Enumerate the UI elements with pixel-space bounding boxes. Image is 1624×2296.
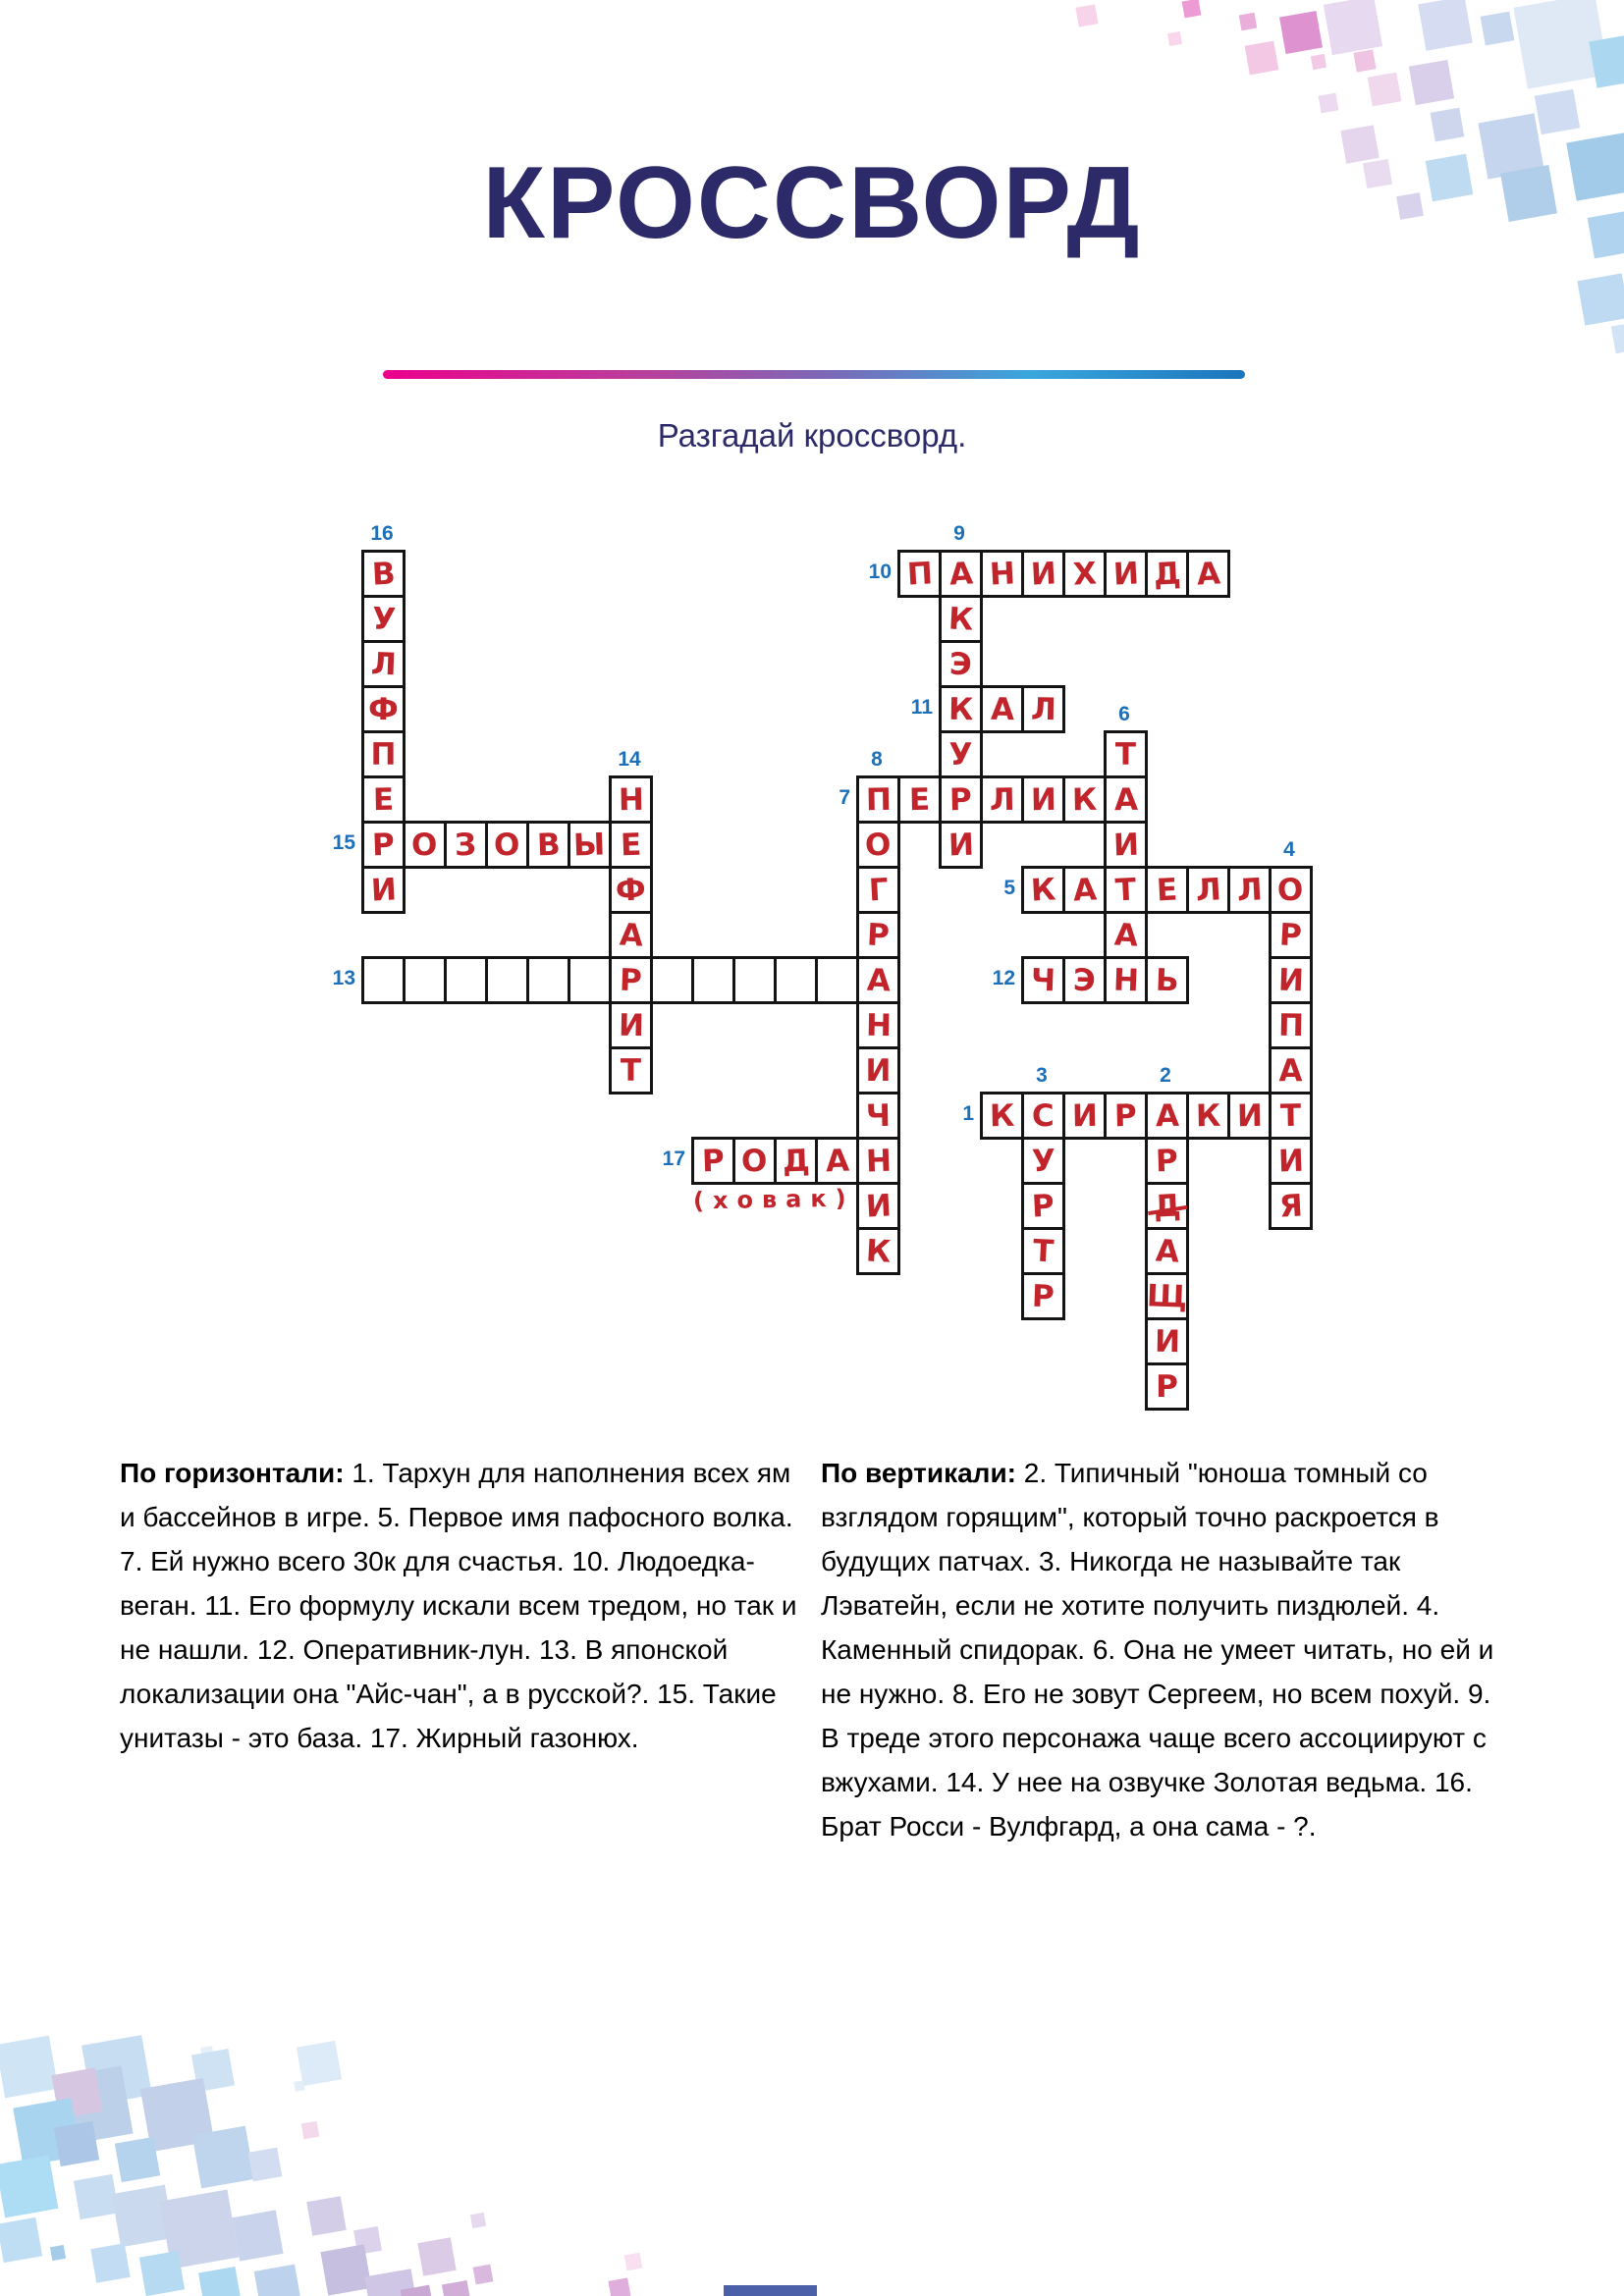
- mosaic-square: [1324, 0, 1382, 55]
- grid-letter: И: [1071, 1097, 1098, 1134]
- grid-cell: [1104, 730, 1148, 778]
- grid-cell: [1104, 1092, 1148, 1140]
- grid-cell: [1145, 1092, 1189, 1140]
- grid-cell: [1104, 866, 1148, 914]
- grid-cell: [980, 685, 1024, 733]
- grid-cell: [1062, 956, 1107, 1004]
- grid-cell: [939, 775, 983, 824]
- mosaic-square: [1319, 93, 1339, 114]
- grid-cell: [691, 1137, 735, 1185]
- grid-letter: Ч: [865, 1097, 892, 1134]
- grid-letter: Р: [1278, 916, 1303, 954]
- grid-letter: А: [1113, 781, 1138, 818]
- mosaic-square: [1500, 165, 1557, 222]
- grid-letter: Ь: [1155, 962, 1179, 998]
- grid-cell: [1269, 956, 1313, 1004]
- mosaic-square: [90, 2243, 131, 2283]
- grid-cell: [650, 956, 694, 1004]
- grid-cell: [856, 775, 900, 824]
- grid-letter: И: [1154, 1323, 1180, 1360]
- grid-cell: [609, 1046, 653, 1095]
- clues-down-text: 2. Типичный "юноша томный со взглядом горящим", который точно раскроется в будущих патчах. 3. Никогда не называйте так Лэватейн, если не хотите получить пиздюлей. 4. Каменный спидорак. 6. Она не умеет читать, но ей и не нужно. 8. Его не зовут Сергеем, но всем похуй. 9. В треде этого персонажа чаще всего ассоциируют с вжухами. 14. У нее на озвучке Золотая ведьма. 16. Брат Росси - Вулфгард, а она сама - ?.: [821, 1458, 1494, 1842]
- mosaic-square: [1481, 12, 1515, 46]
- clue-number-10: 10: [868, 561, 892, 583]
- grid-cell: [1145, 550, 1189, 598]
- grid-letter: Е: [1155, 871, 1179, 909]
- mosaic-square: [624, 2253, 643, 2271]
- grid-letter: К: [947, 691, 974, 727]
- grid-cell: [485, 821, 529, 869]
- grid-cell: [526, 821, 570, 869]
- grid-cell: [444, 821, 488, 869]
- grid-cell: [568, 821, 612, 869]
- grid-letter: И: [1030, 781, 1056, 818]
- grid-cell: [361, 956, 406, 1004]
- grid-cell: [1269, 1092, 1313, 1140]
- grid-letter: К: [989, 1097, 1015, 1134]
- grid-cell: [609, 866, 653, 914]
- grid-letter: П: [905, 555, 934, 593]
- grid-letter: Н: [1111, 962, 1140, 998]
- grid-cell: [815, 956, 859, 1004]
- clue-number-13: 13: [332, 967, 355, 989]
- grid-letter: К: [1029, 871, 1057, 909]
- grid-letter: П: [865, 781, 892, 818]
- grid-letter: Л: [1235, 871, 1264, 909]
- clues-across-text: 1. Тархун для наполнения всех ям и бассейнов в игре. 5. Первое имя пафосного волка. 7. Ей нужно всего 30к для счастья. 10. Людоедка-веган. 11. Его формулу искали всем тредом, но так и не нашли. 12. Оперативник-лун. 13. В японской локализации она "Айс-чан", а в русской?. 15. Такие унитазы - это база. 17. Жирный газонюх.: [120, 1458, 797, 1753]
- grid-letter: Т: [1031, 1232, 1056, 1270]
- grid-letter: Ф: [367, 691, 400, 727]
- mosaic-square: [1418, 0, 1473, 51]
- grid-cell: [1145, 1137, 1189, 1185]
- mosaic-square: [470, 2213, 486, 2228]
- grid-letter: О: [740, 1143, 769, 1179]
- grid-cell: [568, 956, 612, 1004]
- grid-letter: К: [864, 1232, 893, 1270]
- clue-number-16: 16: [370, 522, 394, 545]
- grid-cell: [609, 956, 653, 1004]
- grid-letter: Р: [701, 1143, 726, 1179]
- grid-cell: [1104, 956, 1148, 1004]
- grid-letter: Т: [620, 1052, 642, 1089]
- page-subtitle: Разгадай кроссворд.: [657, 417, 967, 454]
- grid-cell: [856, 1137, 900, 1185]
- grid-letter: Э: [1072, 962, 1097, 998]
- grid-cell: [856, 1092, 900, 1140]
- mosaic-square: [0, 2036, 58, 2099]
- grid-cell: [897, 550, 942, 598]
- mosaic-square: [1363, 159, 1392, 188]
- grid-letter: Я: [1277, 1187, 1304, 1225]
- grid-cell: [1021, 1272, 1065, 1320]
- answer-annotation: (ховак): [692, 1184, 855, 1215]
- grid-letter: К: [1071, 781, 1098, 818]
- clues-across: [120, 1451, 807, 1760]
- grid-letter: И: [369, 871, 398, 909]
- grid-cell: [361, 730, 406, 778]
- grid-letter: О: [493, 827, 521, 863]
- grid-cell: [403, 821, 447, 869]
- grid-letter: С: [1031, 1097, 1056, 1134]
- grid-cell: [691, 956, 735, 1004]
- bottom-edge-accent: [724, 2285, 817, 2296]
- grid-cell: [1062, 866, 1107, 914]
- mosaic-square: [1409, 60, 1454, 105]
- grid-cell: [980, 1092, 1024, 1140]
- grid-cell: [856, 956, 900, 1004]
- grid-letter: Е: [372, 781, 395, 818]
- grid-cell: [1104, 550, 1148, 598]
- grid-cell: [1145, 1362, 1189, 1411]
- clue-number-3: 3: [1036, 1064, 1048, 1087]
- grid-letter: Д: [1152, 1187, 1182, 1225]
- mosaic-square: [54, 2121, 99, 2166]
- grid-cell: [939, 640, 983, 688]
- page-title: КРОССВОРД: [482, 146, 1142, 260]
- grid-letter: И: [1111, 827, 1140, 863]
- grid-letter: Р: [1031, 1187, 1056, 1225]
- grid-letter: Х: [1071, 555, 1098, 593]
- clue-number-6: 6: [1118, 703, 1130, 725]
- grid-letter: Л: [370, 646, 397, 682]
- grid-letter: Г: [867, 872, 890, 908]
- grid-letter: Т: [1113, 871, 1138, 909]
- grid-letter: А: [1195, 555, 1221, 593]
- mosaic-square: [1431, 108, 1465, 142]
- grid-cell: [1021, 685, 1065, 733]
- grid-cell: [609, 911, 653, 959]
- grid-letter: Р: [1113, 1097, 1138, 1134]
- grid-cell: [856, 1182, 900, 1230]
- grid-cell: [444, 956, 488, 1004]
- grid-cell: [980, 775, 1024, 824]
- mosaic-square: [1611, 322, 1624, 353]
- grid-cell: [939, 550, 983, 598]
- grid-letter: Т: [1114, 736, 1137, 773]
- grid-cell: [1021, 775, 1065, 824]
- clue-number-14: 14: [618, 748, 641, 771]
- grid-cell: [1145, 866, 1189, 914]
- mosaic-square: [1589, 33, 1624, 88]
- clue-number-8: 8: [871, 748, 883, 771]
- mosaic-square: [1239, 13, 1258, 31]
- grid-letter: Н: [865, 1007, 892, 1043]
- grid-cell: [939, 685, 983, 733]
- grid-letter: Л: [1030, 691, 1056, 727]
- grid-cell: [1269, 1046, 1313, 1095]
- grid-cell: [1062, 550, 1107, 598]
- grid-cell: [1269, 1182, 1313, 1230]
- mosaic-square: [1396, 192, 1424, 220]
- grid-cell: [815, 1137, 859, 1185]
- grid-letter: Р: [1031, 1278, 1056, 1314]
- mosaic-square: [198, 2267, 242, 2296]
- clues-down-heading: По вертикали:: [821, 1458, 1016, 1488]
- grid-cell: [1186, 550, 1230, 598]
- grid-letter: И: [1276, 962, 1305, 998]
- grid-letter: Д: [1152, 555, 1182, 593]
- clue-number-17: 17: [662, 1148, 685, 1170]
- grid-letter: О: [864, 827, 893, 863]
- mosaic-square: [50, 2245, 66, 2261]
- mosaic-square: [1353, 49, 1376, 72]
- mosaic-square: [0, 2156, 58, 2218]
- grid-letter: Р: [619, 962, 643, 998]
- mosaic-square: [1167, 31, 1182, 46]
- grid-letter: Н: [988, 555, 1016, 593]
- grid-letter: А: [947, 555, 974, 593]
- grid-letter: А: [990, 691, 1014, 727]
- grid-letter: К: [1195, 1097, 1221, 1134]
- grid-letter: И: [618, 1007, 644, 1043]
- grid-cell: [1021, 956, 1065, 1004]
- grid-letter: Щ: [1146, 1277, 1188, 1315]
- grid-cell: [897, 775, 942, 824]
- grid-cell: [856, 821, 900, 869]
- grid-letter: Э: [948, 646, 973, 682]
- grid-cell: [774, 956, 818, 1004]
- grid-letter: И: [1276, 1143, 1305, 1179]
- grid-cell: [361, 550, 406, 598]
- mosaic-square: [248, 2148, 283, 2182]
- grid-cell: [609, 775, 653, 824]
- mosaic-square: [417, 2237, 456, 2275]
- mosaic-square: [301, 2121, 320, 2140]
- mosaic-square: [1279, 11, 1323, 54]
- grid-cell: [361, 640, 406, 688]
- grid-cell: [856, 866, 900, 914]
- grid-cell: [609, 1001, 653, 1049]
- grid-letter: Р: [1155, 1143, 1179, 1179]
- grid-letter: И: [864, 1187, 893, 1225]
- mosaic-square: [442, 2280, 471, 2296]
- grid-letter: И: [1029, 555, 1057, 593]
- grid-letter: Н: [618, 781, 644, 818]
- grid-cell: [1021, 1227, 1065, 1275]
- grid-cell: [1104, 775, 1148, 824]
- clue-number-4: 4: [1283, 838, 1295, 861]
- grid-cell: [939, 821, 983, 869]
- mosaic-square: [0, 2217, 42, 2263]
- grid-cell: [1269, 911, 1313, 959]
- grid-cell: [485, 956, 529, 1004]
- grid-letter: А: [1154, 1232, 1180, 1270]
- grid-cell: [856, 1046, 900, 1095]
- grid-letter: А: [618, 916, 644, 954]
- grid-letter: К: [947, 600, 975, 638]
- grid-cell: [856, 1227, 900, 1275]
- grid-cell: [1145, 956, 1189, 1004]
- grid-cell: [1227, 1092, 1272, 1140]
- gradient-divider: [383, 370, 1245, 379]
- grid-cell: [1062, 1092, 1107, 1140]
- clue-number-5: 5: [1003, 877, 1015, 899]
- grid-letter: Ф: [615, 871, 647, 909]
- mosaic-square: [1245, 41, 1279, 76]
- grid-letter: Е: [908, 781, 931, 818]
- grid-cell: [1145, 1227, 1189, 1275]
- grid-cell: [732, 1137, 777, 1185]
- grid-cell: [732, 956, 777, 1004]
- mosaic-square: [608, 2277, 630, 2296]
- grid-cell: [1021, 550, 1065, 598]
- clue-number-12: 12: [992, 967, 1015, 989]
- grid-cell: [361, 775, 406, 824]
- clue-number-7: 7: [839, 786, 850, 809]
- mosaic-square: [1311, 54, 1326, 70]
- grid-cell: [939, 595, 983, 643]
- grid-letter: В: [536, 827, 561, 863]
- mosaic-square: [115, 2137, 160, 2182]
- mosaic-square: [306, 2196, 347, 2236]
- grid-letter: А: [1112, 916, 1139, 954]
- grid-cell: [1021, 1092, 1065, 1140]
- clue-number-15: 15: [332, 831, 355, 854]
- grid-cell: [526, 956, 570, 1004]
- grid-cell: [1145, 1317, 1189, 1365]
- mosaic-square: [254, 2265, 302, 2296]
- grid-letter: П: [370, 736, 397, 773]
- grid-cell: [856, 911, 900, 959]
- grid-letter: Л: [1194, 871, 1222, 909]
- clue-number-2: 2: [1160, 1064, 1171, 1087]
- clues-across-heading: По горизонтали:: [120, 1458, 345, 1488]
- grid-letter: Т: [1279, 1097, 1302, 1134]
- mosaic-square: [1182, 0, 1202, 18]
- mosaic-square: [320, 2244, 371, 2295]
- grid-letter: П: [1277, 1007, 1304, 1043]
- clue-number-11: 11: [910, 696, 933, 719]
- grid-cell: [1021, 866, 1065, 914]
- grid-cell: [1186, 866, 1230, 914]
- mosaic-square: [1566, 133, 1624, 201]
- grid-letter: И: [1236, 1097, 1263, 1134]
- grid-letter: У: [370, 600, 397, 638]
- grid-cell: [1021, 1137, 1065, 1185]
- grid-letter: О: [410, 827, 439, 863]
- grid-cell: [1186, 1092, 1230, 1140]
- mosaic-square: [1340, 125, 1379, 163]
- clues-down: [821, 1451, 1514, 1848]
- mosaic-square: [1535, 89, 1580, 134]
- grid-letter: О: [1276, 871, 1305, 909]
- grid-letter: Р: [1156, 1368, 1178, 1405]
- mosaic-square: [232, 2210, 283, 2261]
- grid-letter: А: [865, 962, 892, 998]
- grid-letter: В: [370, 555, 397, 593]
- grid-cell: [1269, 1001, 1313, 1049]
- grid-cell: [939, 730, 983, 778]
- grid-cell: [774, 1137, 818, 1185]
- grid-letter: Ч: [1030, 962, 1056, 998]
- grid-letter: З: [454, 827, 478, 863]
- grid-cell: [361, 685, 406, 733]
- grid-letter: Л: [989, 781, 1015, 818]
- grid-letter: Р: [866, 916, 891, 954]
- grid-letter: У: [1030, 1143, 1056, 1179]
- mosaic-square: [1426, 154, 1474, 202]
- grid-letter: Д: [782, 1143, 810, 1179]
- grid-letter: А: [824, 1143, 850, 1179]
- mosaic-square: [1588, 211, 1624, 259]
- grid-cell: [1021, 1182, 1065, 1230]
- grid-cell: [609, 821, 653, 869]
- grid-letter: Ы: [572, 826, 607, 864]
- mosaic-square: [192, 2126, 255, 2189]
- clue-number-9: 9: [953, 522, 965, 545]
- grid-cell: [856, 1001, 900, 1049]
- grid-cell: [1104, 911, 1148, 959]
- grid-letter: А: [1071, 871, 1098, 909]
- grid-cell: [1104, 821, 1148, 869]
- grid-cell: [403, 956, 447, 1004]
- grid-letter: Е: [620, 827, 642, 863]
- grid-cell: [361, 595, 406, 643]
- grid-letter: Р: [371, 827, 396, 863]
- grid-cell: [1269, 866, 1313, 914]
- mosaic-square: [294, 2080, 305, 2092]
- mosaic-square: [1075, 4, 1098, 27]
- mosaic-square: [473, 2265, 494, 2285]
- grid-letter: И: [1111, 555, 1140, 593]
- grid-letter: И: [947, 827, 975, 863]
- grid-cell: [1269, 1137, 1313, 1185]
- mosaic-square: [1368, 73, 1402, 107]
- grid-cell: [361, 866, 406, 914]
- grid-cell: [1145, 1182, 1189, 1230]
- mosaic-square: [139, 2251, 185, 2296]
- grid-cell: [1227, 866, 1272, 914]
- grid-cell: [980, 550, 1024, 598]
- mosaic-square: [1577, 273, 1624, 325]
- clue-number-1: 1: [962, 1102, 974, 1125]
- grid-letter: Н: [864, 1143, 893, 1179]
- grid-cell: [361, 821, 406, 869]
- grid-letter: А: [1155, 1097, 1179, 1134]
- grid-letter: У: [948, 736, 973, 773]
- grid-letter: А: [1278, 1052, 1303, 1089]
- grid-cell: [1145, 1272, 1189, 1320]
- grid-letter: Р: [948, 781, 973, 818]
- grid-letter: И: [865, 1052, 892, 1089]
- grid-cell: [1062, 775, 1107, 824]
